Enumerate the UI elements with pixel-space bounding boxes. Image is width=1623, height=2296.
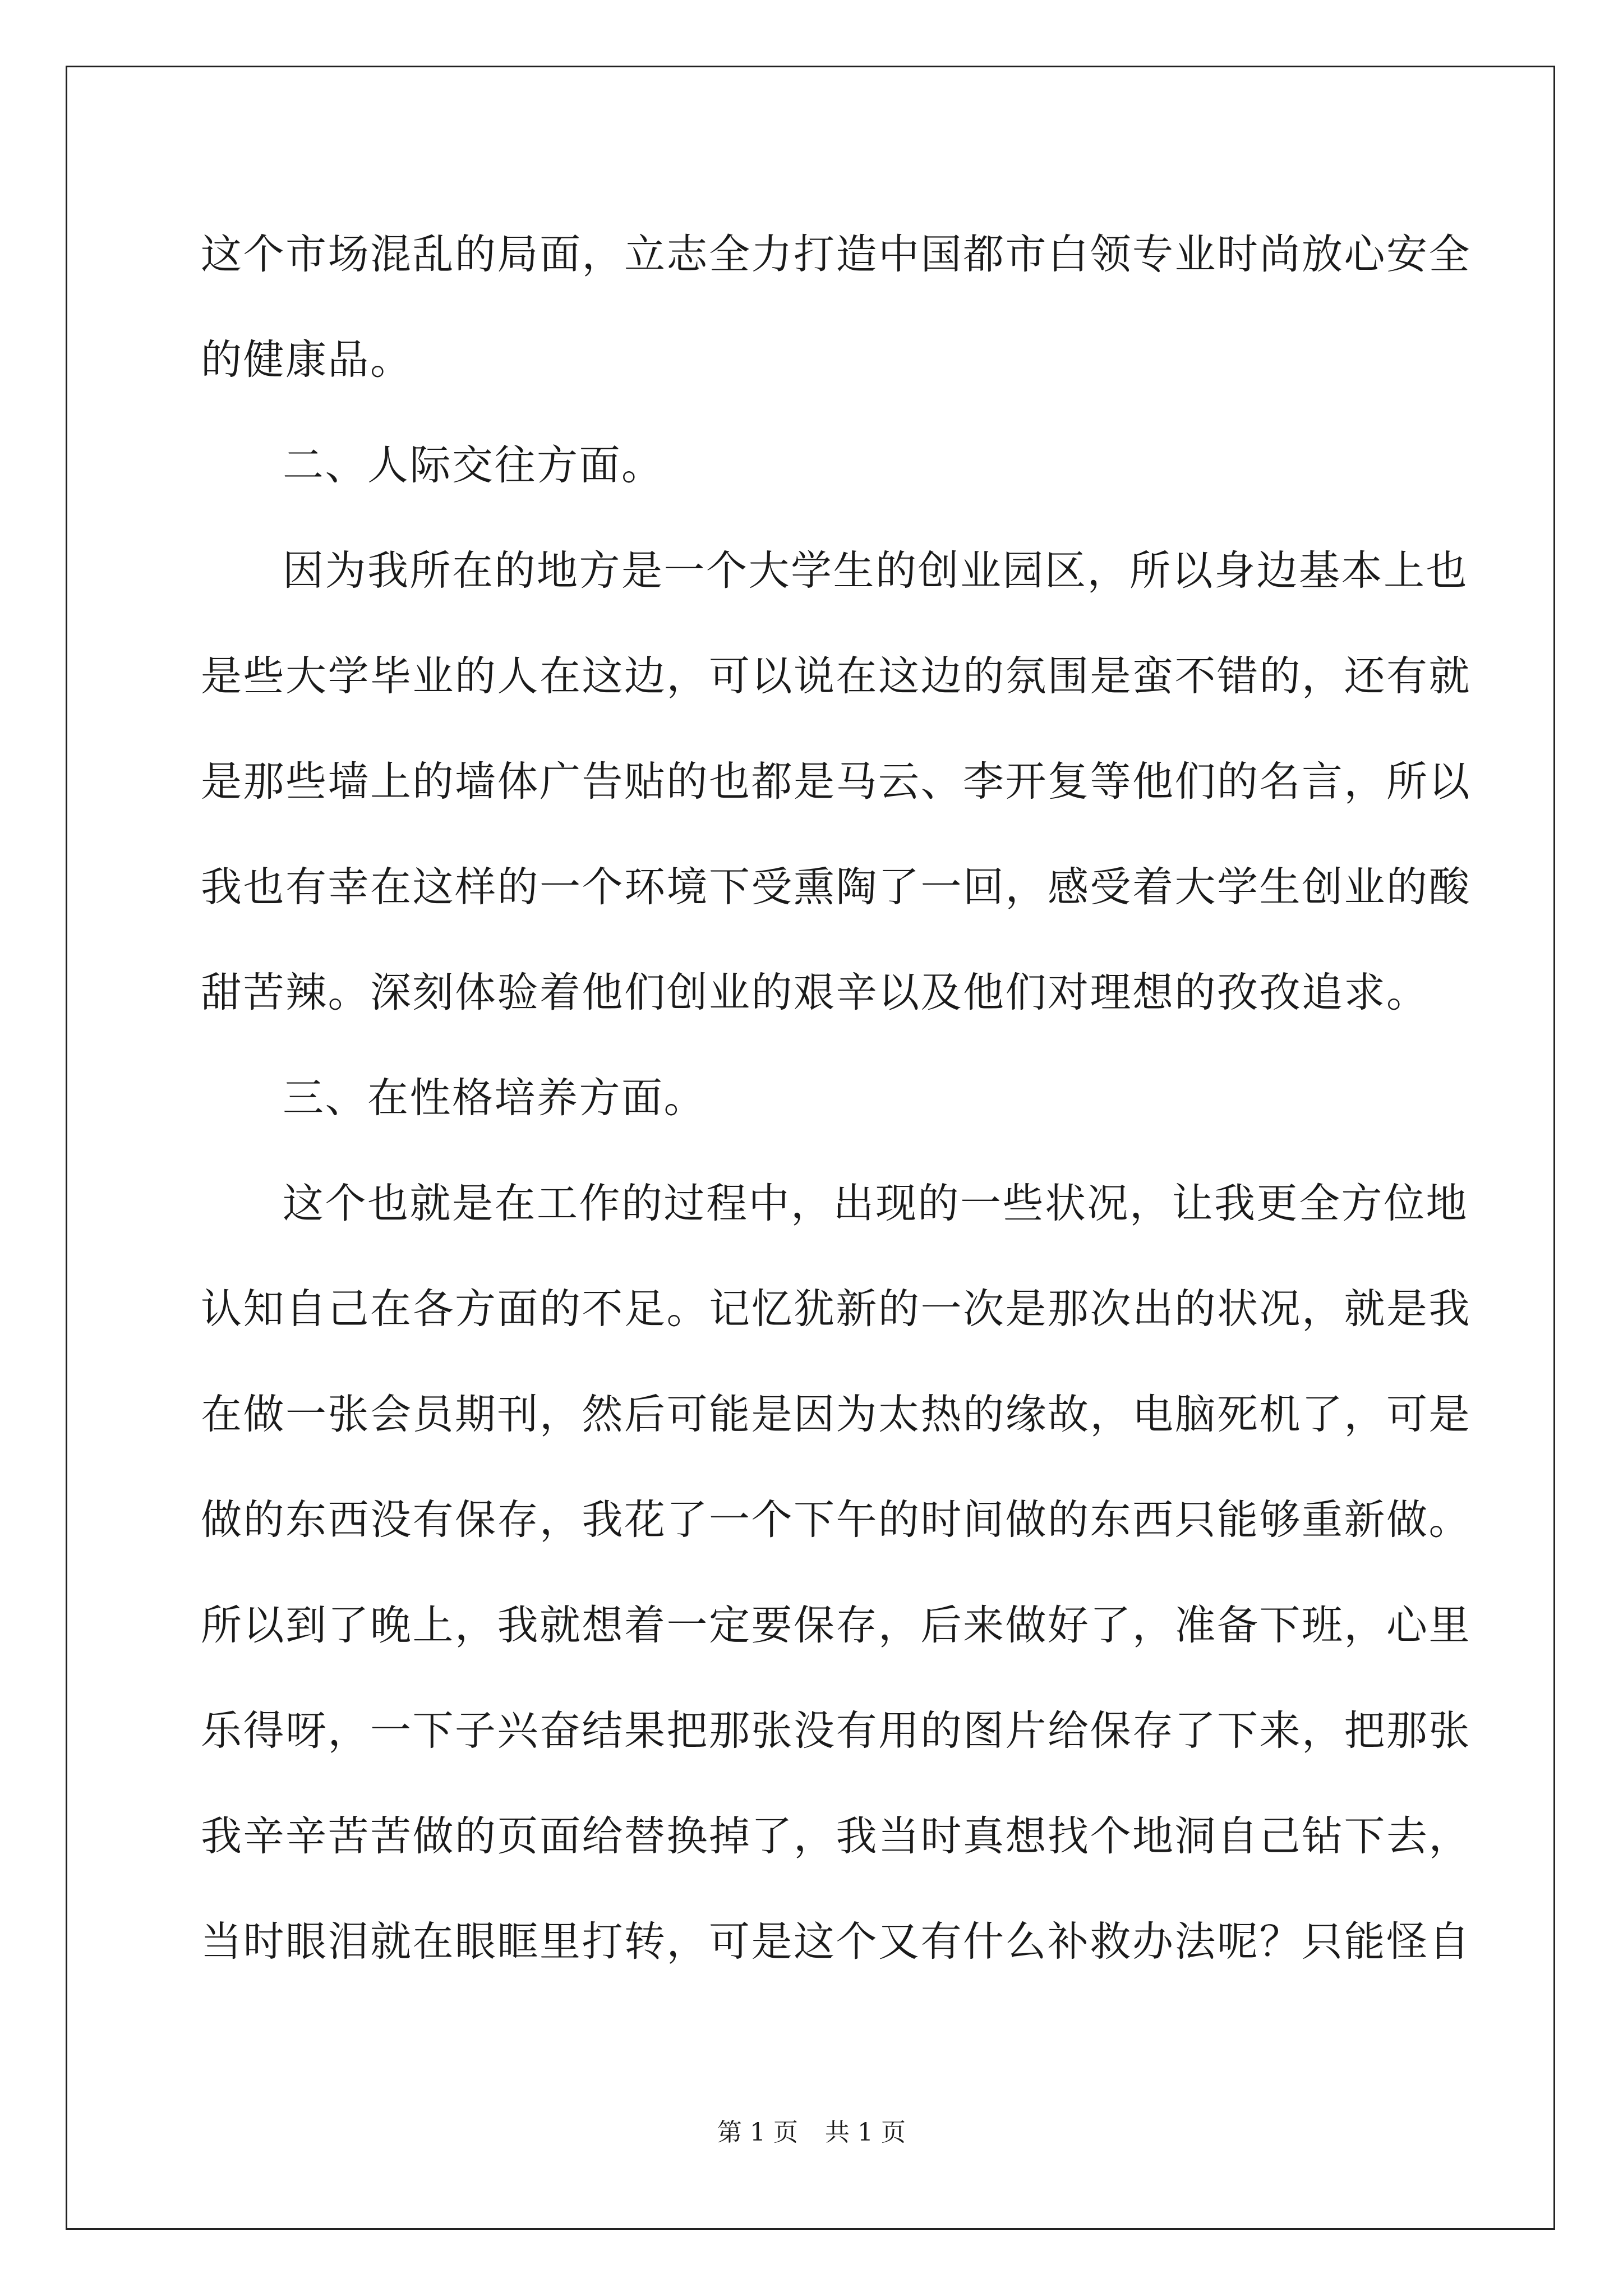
page-footer (0, 2116, 1623, 2150)
text-line-4: 因为我所在的地方是一个大学生的创业园区，所以身边基本上也 (283, 547, 1468, 595)
text-line-14: 所以到了晚上，我就想着一定要保存，后来做好了，准备下班，心里 (201, 1602, 1471, 1649)
text-line-1: 这个市场混乱的局面，立志全力打造中国都市白领专业时尚放心安全 (201, 231, 1471, 278)
text-line-7: 我也有幸在这样的一个环境下受熏陶了一回，感受着大学生创业的酸 (201, 863, 1471, 911)
page-total: 共 1 页 (825, 2118, 906, 2147)
page-number: 第 1 页 (717, 2118, 798, 2147)
document-body (201, 202, 1471, 1995)
text-line-16: 我辛辛苦苦做的页面给替换掉了，我当时真想找个地洞自己钻下去， (201, 1812, 1471, 1860)
text-line-5: 是些大学毕业的人在这边，可以说在这边的氛围是蛮不错的，还有就 (201, 652, 1471, 700)
section-heading-interpersonal: 二、人际交往方面。 (283, 441, 664, 489)
text-line-2: 的健康品。 (201, 336, 413, 384)
text-line-13: 做的东西没有保存，我花了一个下午的时间做的东西只能够重新做。 (201, 1496, 1471, 1544)
text-line-8: 甜苦辣。深刻体验着他们创业的艰辛以及他们对理想的孜孜追求。 (201, 969, 1429, 1016)
section-heading-character: 三、在性格培养方面。 (283, 1074, 706, 1122)
text-line-17: 当时眼泪就在眼眶里打转，可是这个又有什么补救办法呢？只能怪自 (201, 1918, 1471, 1966)
text-line-12: 在做一张会员期刊，然后可能是因为太热的缘故，电脑死机了，可是 (201, 1391, 1471, 1438)
text-line-6: 是那些墙上的墙体广告贴的也都是马云、李开复等他们的名言，所以 (201, 758, 1471, 806)
text-line-10: 这个也就是在工作的过程中，出现的一些状况，让我更全方位地 (283, 1180, 1468, 1227)
text-line-11: 认知自己在各方面的不足。记忆犹新的一次是那次出的状况，就是我 (201, 1285, 1471, 1333)
text-line-15: 乐得呀，一下子兴奋结果把那张没有用的图片给保存了下来，把那张 (201, 1707, 1471, 1755)
